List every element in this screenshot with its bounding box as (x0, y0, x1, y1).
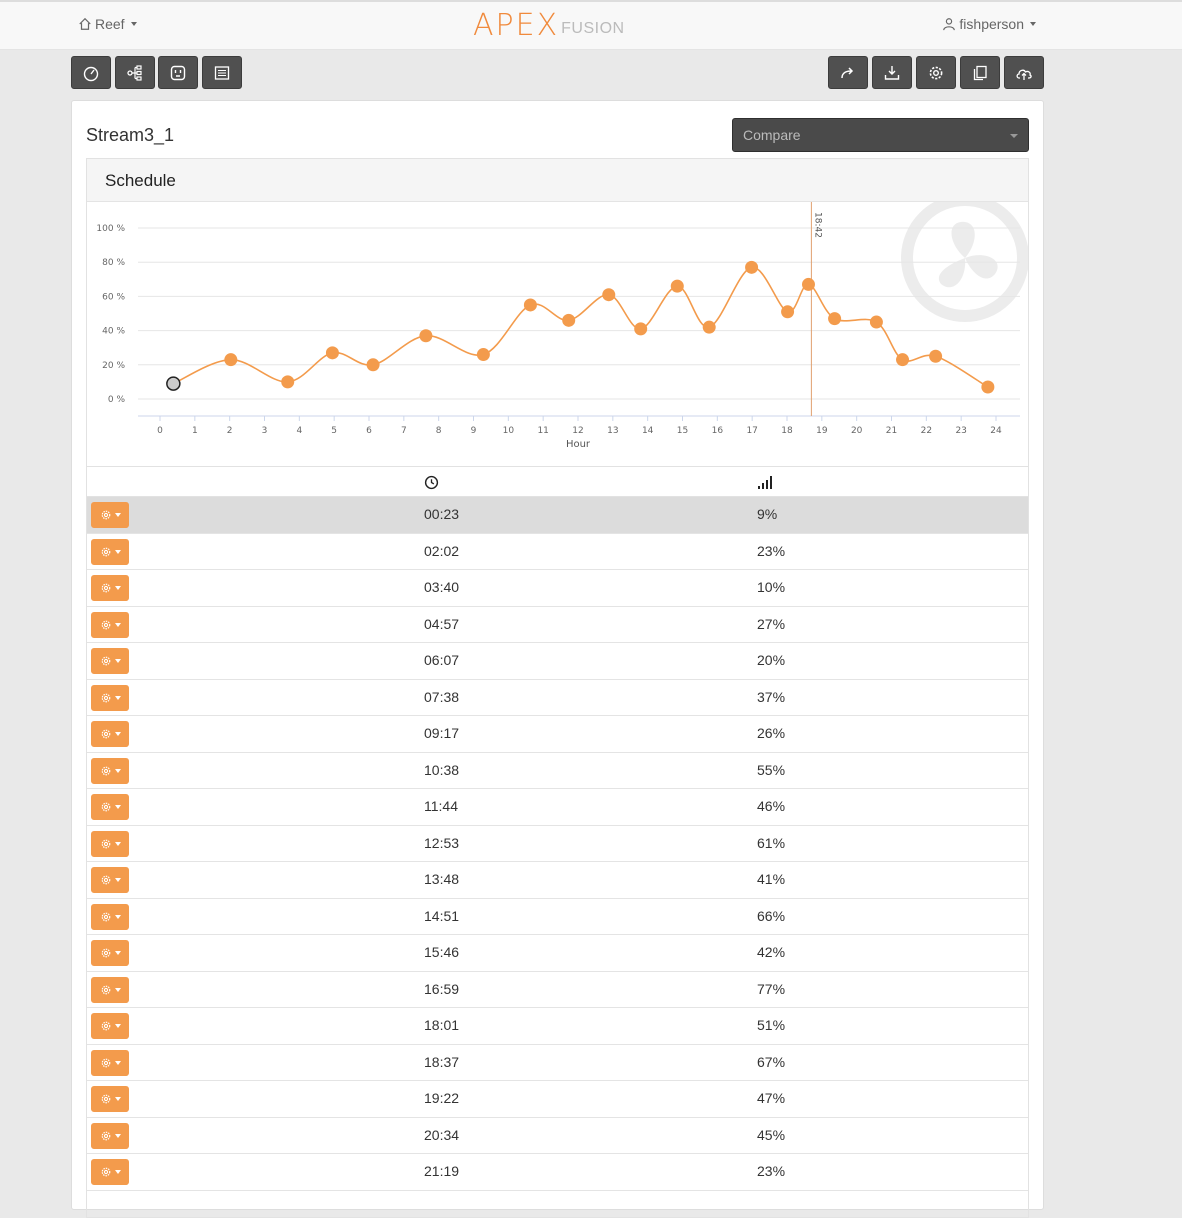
chevron-down-icon (115, 878, 121, 882)
x-tick-label: 0 (157, 426, 163, 436)
row-time: 04:57 (424, 615, 460, 632)
row-gear-menu-button[interactable] (91, 1123, 129, 1149)
x-tick-label: 6 (366, 426, 372, 436)
row-time: 11:44 (424, 798, 458, 814)
row-gear-menu-button[interactable] (91, 940, 129, 966)
gear-icon (100, 765, 112, 777)
row-percent: 61% (757, 834, 786, 851)
apex-fusion-logo (473, 10, 625, 42)
now-marker-label: 18:42 (812, 212, 823, 238)
chevron-down-icon (1010, 134, 1018, 138)
main-panel (71, 100, 1044, 1210)
cloud-upload-icon (1015, 64, 1033, 82)
copy-button[interactable] (960, 56, 1000, 89)
table-row[interactable] (87, 1081, 1028, 1118)
chevron-down-icon (115, 1061, 121, 1065)
x-tick-label: 8 (435, 426, 442, 436)
data-point (828, 312, 841, 325)
y-tick-label: 80 % (102, 258, 125, 269)
chevron-down-icon (131, 22, 137, 26)
settings-button[interactable] (916, 56, 956, 89)
row-time: 13:48 (424, 871, 460, 887)
copy-icon (971, 64, 989, 82)
y-tick-label: 100 % (96, 224, 125, 234)
row-time: 21:19 (424, 1163, 460, 1179)
table-row[interactable] (87, 789, 1028, 826)
schedule-header (87, 159, 1028, 202)
x-tick-label: 17 (746, 426, 758, 436)
table-header (87, 466, 1028, 497)
row-percent: 55% (757, 761, 786, 778)
chevron-down-icon (115, 1170, 121, 1174)
gear-icon (100, 509, 112, 521)
x-tick-label: 21 (885, 426, 898, 436)
user-menu[interactable] (942, 16, 1036, 32)
y-tick-label: 0 % (107, 395, 125, 405)
row-gear-menu-button[interactable] (91, 721, 129, 747)
data-point (802, 278, 815, 291)
table-row[interactable] (87, 862, 1028, 899)
gear-icon (100, 1093, 112, 1105)
row-percent: 27% (757, 615, 786, 632)
table-row[interactable] (87, 497, 1028, 534)
x-tick-label: 3 (261, 426, 268, 436)
table-row[interactable] (87, 570, 1028, 607)
row-gear-menu-button[interactable] (91, 612, 129, 638)
row-percent: 42% (757, 944, 786, 960)
top-navbar (0, 0, 1182, 50)
row-time: 19:22 (424, 1090, 460, 1106)
signal-icon (757, 475, 775, 489)
row-time: 00:23 (424, 506, 460, 522)
logo-main-text: APEX (473, 8, 560, 43)
home-icon (78, 17, 92, 31)
page-title: Stream3_1 (86, 125, 175, 145)
user-icon (942, 17, 956, 31)
series-line (173, 267, 988, 387)
x-tick-label: 20 (850, 426, 863, 436)
data-point (367, 358, 380, 371)
table-row[interactable] (87, 1154, 1028, 1191)
gear-icon (100, 838, 112, 850)
outputs-icon (126, 64, 144, 82)
row-time: 18:37 (424, 1053, 460, 1070)
data-point (870, 316, 883, 329)
schedule-table (87, 497, 1028, 1191)
row-gear-menu-button[interactable] (91, 758, 129, 784)
gear-icon (100, 728, 112, 740)
table-row[interactable] (87, 753, 1028, 790)
data-point (929, 350, 942, 363)
chevron-down-icon (115, 842, 121, 846)
row-percent: 45% (757, 1126, 786, 1143)
site-label: Reef (95, 16, 125, 32)
chevron-down-icon (1030, 22, 1036, 26)
chevron-down-icon (115, 696, 121, 700)
row-time: 16:59 (424, 980, 460, 997)
table-row[interactable] (87, 534, 1028, 571)
schedule-chart (87, 202, 1028, 466)
gear-icon (100, 1166, 112, 1178)
row-gear-menu-button[interactable] (91, 502, 129, 528)
row-gear-menu-button[interactable] (91, 685, 129, 711)
table-row[interactable] (87, 1008, 1028, 1045)
gear-icon (100, 655, 112, 667)
x-tick-label: 14 (641, 426, 654, 436)
chevron-down-icon (115, 988, 121, 992)
chevron-down-icon (115, 1134, 121, 1138)
row-time: 06:07 (424, 652, 460, 668)
row-percent: 41% (757, 871, 786, 887)
list-button[interactable] (202, 56, 242, 89)
row-time: 18:01 (424, 1017, 460, 1033)
table-row[interactable] (87, 899, 1028, 936)
chevron-down-icon (115, 805, 121, 809)
data-point (524, 298, 537, 311)
gear-icon (100, 1020, 112, 1032)
x-tick-label: 2 (226, 426, 233, 436)
data-point (562, 314, 575, 327)
x-tick-label: 10 (502, 426, 515, 436)
table-row[interactable] (87, 643, 1028, 680)
row-time: 15:46 (424, 944, 460, 960)
table-row[interactable] (87, 680, 1028, 717)
chart-canvas (87, 202, 1028, 466)
gear-icon (100, 911, 112, 923)
chevron-down-icon (115, 951, 121, 955)
gear-icon (100, 546, 112, 558)
data-point (281, 375, 294, 388)
outlet-icon (169, 64, 187, 82)
table-row[interactable] (87, 1118, 1028, 1155)
row-gear-menu-button[interactable] (91, 1050, 129, 1076)
row-gear-menu-button[interactable] (91, 648, 129, 674)
row-time: 02:02 (424, 542, 460, 559)
row-time: 03:40 (424, 579, 460, 595)
chevron-down-icon (115, 732, 121, 736)
row-percent: 77% (757, 980, 786, 997)
x-tick-label: 11 (537, 426, 549, 436)
gear-icon (100, 692, 112, 704)
row-gear-menu-button[interactable] (91, 867, 129, 893)
gear-icon (100, 874, 112, 886)
gear-icon (927, 64, 945, 82)
site-dropdown[interactable] (78, 16, 137, 32)
list-icon (213, 64, 231, 82)
chevron-down-icon (115, 1024, 121, 1028)
data-point (703, 321, 716, 334)
row-gear-menu-button[interactable] (91, 1086, 129, 1112)
row-time: 09:17 (424, 725, 460, 741)
row-percent: 26% (757, 725, 786, 741)
data-point (781, 305, 794, 318)
row-gear-menu-button[interactable] (91, 977, 129, 1003)
data-point (896, 353, 909, 366)
data-point (671, 280, 684, 293)
row-percent: 67% (757, 1053, 786, 1070)
row-percent: 47% (757, 1090, 786, 1106)
data-point-selected (167, 377, 180, 390)
table-row[interactable] (87, 826, 1028, 863)
row-gear-menu-button[interactable] (91, 794, 129, 820)
table-row[interactable] (87, 935, 1028, 972)
data-point (419, 329, 432, 342)
x-tick-label: 5 (331, 426, 338, 436)
x-tick-label: 4 (296, 426, 303, 436)
table-row[interactable] (87, 607, 1028, 644)
dashboard-icon (82, 64, 100, 82)
table-row[interactable] (87, 716, 1028, 753)
gear-icon (100, 1057, 112, 1069)
x-tick-label: 24 (990, 426, 1002, 436)
row-percent: 66% (757, 907, 786, 924)
outlet-button[interactable] (158, 56, 198, 89)
chevron-down-icon (115, 915, 121, 919)
schedule-card (86, 158, 1029, 1218)
logo-sub-text: FUSION (561, 20, 625, 37)
x-tick-label: 22 (920, 426, 933, 436)
row-percent: 10% (757, 579, 786, 595)
data-point (745, 261, 758, 274)
table-row[interactable] (87, 1045, 1028, 1082)
x-tick-label: 16 (711, 426, 724, 436)
fan-watermark (907, 202, 1023, 316)
row-time: 10:38 (424, 761, 460, 778)
share-icon (839, 64, 857, 82)
x-tick-label: 1 (191, 426, 198, 436)
share-button[interactable] (828, 56, 868, 89)
chevron-down-icon (115, 659, 121, 663)
y-tick-label: 60 % (102, 292, 125, 303)
gear-icon (100, 582, 112, 594)
cloud-upload-button[interactable] (1004, 56, 1044, 89)
chevron-down-icon (115, 513, 121, 517)
download-icon (883, 64, 901, 82)
row-time: 14:51 (424, 907, 460, 924)
clock-icon (424, 475, 439, 490)
data-point (981, 381, 994, 394)
dashboard-button[interactable] (71, 56, 111, 89)
data-point (224, 353, 237, 366)
x-tick-label: 23 (955, 426, 967, 436)
row-percent: 20% (757, 652, 786, 668)
row-percent: 46% (757, 798, 786, 814)
row-percent: 23% (757, 542, 786, 559)
schedule-title: Schedule (105, 171, 176, 190)
chevron-down-icon (115, 550, 121, 554)
x-tick-label: 9 (470, 426, 477, 436)
compare-dropdown[interactable] (732, 118, 1029, 152)
x-axis-label: Hour (565, 439, 591, 450)
data-point (326, 346, 339, 359)
x-tick-label: 12 (572, 426, 584, 436)
row-percent: 51% (757, 1017, 786, 1033)
x-tick-label: 15 (676, 426, 689, 436)
row-gear-menu-button[interactable] (91, 1159, 129, 1185)
gear-icon (100, 984, 112, 996)
data-point (634, 322, 647, 335)
row-gear-menu-button[interactable] (91, 575, 129, 601)
x-tick-label: 18 (781, 426, 793, 436)
row-percent: 37% (757, 688, 786, 705)
y-tick-label: 20 % (102, 360, 125, 371)
chevron-down-icon (115, 623, 121, 627)
row-time: 12:53 (424, 834, 460, 851)
outputs-button[interactable] (115, 56, 155, 89)
row-percent: 23% (757, 1163, 786, 1179)
compare-label: Compare (743, 127, 801, 143)
download-button[interactable] (872, 56, 912, 89)
chevron-down-icon (115, 1097, 121, 1101)
row-gear-menu-button[interactable] (91, 831, 129, 857)
row-gear-menu-button[interactable] (91, 904, 129, 930)
x-tick-label: 7 (400, 426, 407, 436)
chevron-down-icon (115, 769, 121, 773)
gear-icon (100, 1130, 112, 1142)
user-label: fishperson (959, 16, 1024, 32)
row-gear-menu-button[interactable] (91, 1013, 129, 1039)
gear-icon (100, 947, 112, 959)
gear-icon (100, 619, 112, 631)
row-time: 20:34 (424, 1126, 460, 1143)
table-row[interactable] (87, 972, 1028, 1009)
data-point (477, 348, 490, 361)
x-tick-label: 19 (816, 426, 828, 436)
y-tick-label: 40 % (102, 326, 125, 337)
data-point (602, 288, 615, 301)
chevron-down-icon (115, 586, 121, 590)
x-tick-label: 13 (607, 426, 619, 436)
gear-icon (100, 801, 112, 813)
row-percent: 9% (757, 506, 778, 522)
row-gear-menu-button[interactable] (91, 539, 129, 565)
row-time: 07:38 (424, 688, 460, 705)
